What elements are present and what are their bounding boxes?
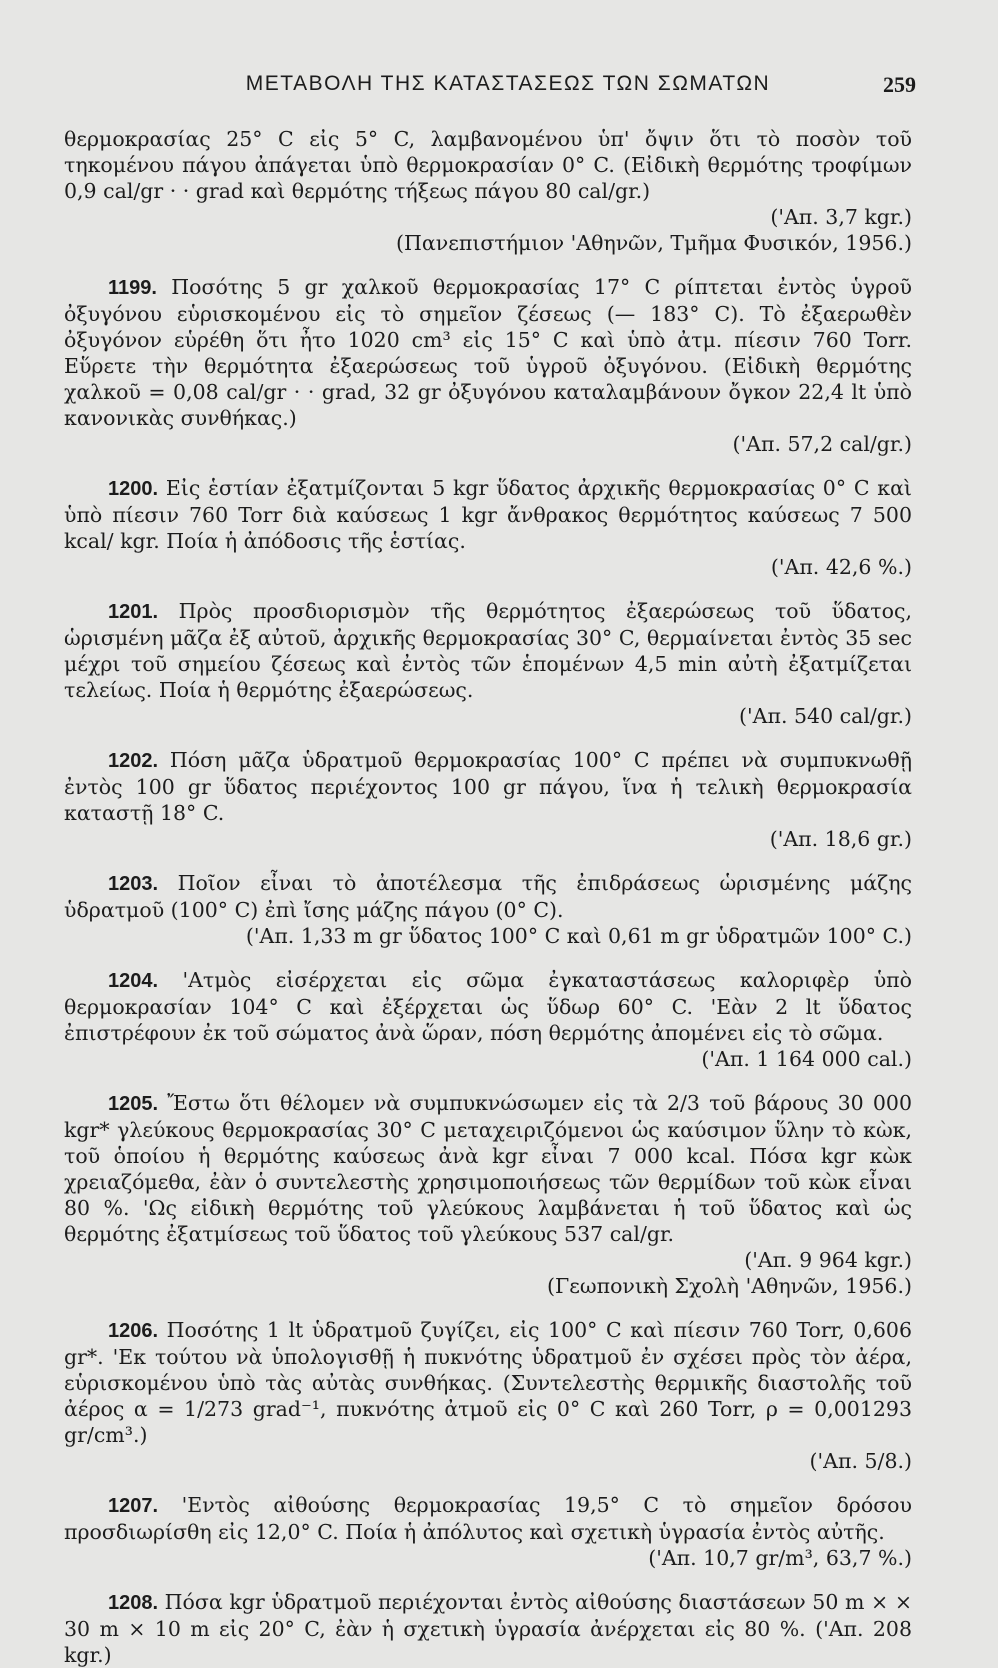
problem-number: 1201.	[108, 601, 159, 623]
problem-answer: ('Απ. 57,2 cal/gr.)	[732, 432, 912, 456]
continued-problem	[64, 126, 912, 256]
problem-1200	[64, 475, 912, 580]
problem-text: θερμοκρασίας 25° C εἰς 5° C, λαμβανομένου ὑπ' ὄψιν ὅτι τὸ ποσὸν τοῦ τηκομένου πάγου ἀπάγεται ὑπὸ θερμοκρασίαν 0° C. (Εἰδικὴ θερμότης τροφίμων 0,9 cal/gr · · grad καὶ θερμότης τήξεως πάγου 80 cal/gr.)	[64, 127, 912, 203]
problem-answer: ('Απ. 9 964 kgr.)	[744, 1248, 912, 1272]
problem-answer: ('Απ. 5/8.)	[809, 1449, 912, 1473]
problem-answer: ('Απ. 42,6 %.)	[770, 555, 912, 579]
problem-source: (Πανεπιστήμιον 'Αθηνῶν, Τμῆμα Φυσικόν, 1956.)	[396, 231, 912, 255]
problem-source: (Γεωπονικὴ Σχολὴ 'Αθηνῶν, 1956.)	[547, 1274, 912, 1298]
problem-number: 1205.	[108, 1093, 159, 1115]
problem-text: Ποῖον εἶναι τὸ ἀποτέλεσμα τῆς ἐπιδράσεως ὡρισμένης μάζης ὑδρατμοῦ (100° C) ἐπὶ ἴσης μάζης πάγου (0° C).	[64, 871, 912, 922]
problem-answer: ('Απ. 18,6 gr.)	[769, 827, 912, 851]
problem-text: Πόση μᾶζα ὑδρατμοῦ θερμοκρασίας 100° C πρέπει νὰ συμπυκνωθῇ ἐντὸς 100 gr ὕδατος περιέχοντος 100 gr πάγου, ἵνα ἡ τελικὴ θερμοκρασία καταστῇ 18° C.	[64, 748, 912, 825]
problem-text: Ποσότης 1 lt ὑδρατμοῦ ζυγίζει, εἰς 100° C καὶ πίεσιν 760 Torr, 0,606 gr*. 'Εκ τούτου νὰ ὑπολογισθῇ ἡ πυκνότης ὑδρατμοῦ ἐν σχέσει πρὸς τὸν ἀέρα, εὑρισκομένου ὑπὸ τὰς αὐτὰς συνθήκας. (Συντελεστὴς θερμικῆς διαστολῆς τοῦ ἀέρος α = 1/273 grad⁻¹, πυκνότης ἀτμοῦ εἰς 0° C καὶ 260 Torr, ρ = 0,001293 gr/cm³.)	[64, 1318, 912, 1447]
problem-1207	[64, 1492, 912, 1571]
problem-1208	[64, 1589, 912, 1668]
problem-1204	[64, 967, 912, 1072]
problem-number: 1207.	[108, 1495, 159, 1517]
problem-text: Ποσότης 5 gr χαλκοῦ θερμοκρασίας 17° C ρίπτεται ἐντὸς ὑγροῦ ὀξυγόνου εὑρισκομένου εἰς τὸ σημεῖον ζέσεως (— 183° C). Τὸ ἐξαερωθὲν ὀξυγόνον εὑρέθη ὅτι ἦτο 1020 cm³ εἰς 15° C καὶ ὑπὸ ἀτμ. πίεσιν 760 Torr. Εὕρετε τὴν θερμότητα ἐξαερώσεως τοῦ ὑγροῦ ὀξυγόνου. (Εἰδικὴ θερμότης χαλκοῦ = 0,08 cal/gr · · grad, 32 gr ὀξυγόνου καταλαμβάνουν ὄγκον 22,4 lt ὑπὸ κανονικὰς συνθήκας.)	[64, 275, 912, 430]
problem-text: Εἰς ἑστίαν ἐξατμίζονται 5 kgr ὕδατος ἀρχικῆς θερμοκρασίας 0° C καὶ ὑπὸ πίεσιν 760 Torr διὰ καύσεως 1 kgr ἄνθρακος θερμότητος καύσεως 7 500 kcal/ kgr. Ποία ἡ ἀπόδοσις τῆς ἑστίας.	[64, 476, 912, 553]
problem-1205	[64, 1090, 912, 1299]
problem-text: 'Ατμὸς εἰσέρχεται εἰς σῶμα ἐγκαταστάσεως καλοριφὲρ ὑπὸ θερμοκρασίαν 104° C καὶ ἐξέρχεται ὡς ὕδωρ 60° C. 'Εὰν 2 lt ὕδατος ἐπιστρέφουν ἐκ τοῦ σώματος ἀνὰ ὥραν, πόση θερμότης ἀπομένει εἰς τὸ σῶμα.	[64, 968, 912, 1045]
problem-answer: ('Απ. 10,7 gr/m³, 63,7 %.)	[648, 1546, 912, 1570]
problem-number: 1202.	[108, 750, 159, 772]
problem-1202	[64, 747, 912, 852]
problem-answer: ('Απ. 1,33 m gr ὕδατος 100° C καὶ 0,61 m gr ὑδρατμῶν 100° C.)	[245, 924, 912, 948]
problem-number: 1204.	[108, 970, 159, 992]
problem-number: 1206.	[108, 1320, 159, 1342]
problem-text: Ἔστω ὅτι θέλομεν νὰ συμπυκνώσωμεν εἰς τὰ 2/3 τοῦ βάρους 30 000 kgr* γλεύκους θερμοκρασίας 30° C μεταχειριζόμενοι ὡς καύσιμον ὕλην τὸ κὼκ, τοῦ ὁποίου ἡ θερμότης καύσεως ἀνὰ kgr εἶναι 7 000 kcal. Πόσα kgr κὼκ χρειαζόμεθα, ἐὰν ὁ συντελεστὴς χρησιμοποιήσεως τῶν θερμίδων τοῦ κὼκ εἶναι 80 %. 'Ως εἰδικὴ θερμότης τοῦ γλεύκους λαμβάνεται ἡ τοῦ ὕδατος καὶ ὡς θερμότης ἐξατμίσεως τοῦ ὕδατος τοῦ γλεύκους 537 cal/gr.	[64, 1091, 912, 1246]
body-text	[64, 126, 912, 1668]
problem-answer: ('Απ. 3,7 kgr.)	[770, 205, 912, 229]
problem-text: 'Εντὸς αἰθούσης θερμοκρασίας 19,5° C τὸ σημεῖον δρόσου προσδιωρίσθη εἰς 12,0° C. Ποία ἡ ἀπόλυτος καὶ σχετικὴ ὑγρασία ἐντὸς αὐτῆς.	[64, 1493, 912, 1544]
problem-1199	[64, 274, 912, 457]
problem-number: 1200.	[108, 478, 159, 500]
problem-number: 1199.	[108, 277, 157, 299]
problem-number: 1208.	[108, 1592, 159, 1614]
problem-text: Πόσα kgr ὑδρατμοῦ περιέχονται ἐντὸς αἰθούσης διαστάσεων 50 m × × 30 m × 10 m εἰς 20° C, ἐὰν ἡ σχετικὴ ὑγρασία ἀνέρχεται εἰς 80 %. ('Απ. 208 kgr.)	[64, 1590, 912, 1667]
problem-1201	[64, 598, 912, 729]
problem-1203	[64, 870, 912, 949]
chapter-title: ΜΕΤΑΒΟΛΗ ΤΗΣ ΚΑΤΑΣΤΑΣΕΩΣ ΤΩΝ ΣΩΜΑΤΩΝ	[245, 72, 771, 95]
problem-text: Πρὸς προσδιορισμὸν τῆς θερμότητος ἐξαερώσεως τοῦ ὕδατος, ὡρισμένη μᾶζα ἐξ αὐτοῦ, ἀρχικῆς θερμοκρασίας 30° C, θερμαίνεται ἐντὸς 35 sec μέχρι τοῦ σημείου ζέσεως καὶ ἐντὸς τῶν ἑπομένων 4,5 min αὐτὴ ἐξατμίζεται τελείως. Ποία ἡ θερμότης ἐξαερώσεως.	[64, 599, 912, 702]
problem-number: 1203.	[108, 873, 159, 895]
problem-1206	[64, 1317, 912, 1474]
problem-answer: ('Απ. 540 cal/gr.)	[739, 704, 912, 728]
problem-answer: ('Απ. 1 164 000 cal.)	[701, 1047, 912, 1071]
page-number: 259	[883, 72, 916, 97]
running-header	[64, 72, 916, 106]
